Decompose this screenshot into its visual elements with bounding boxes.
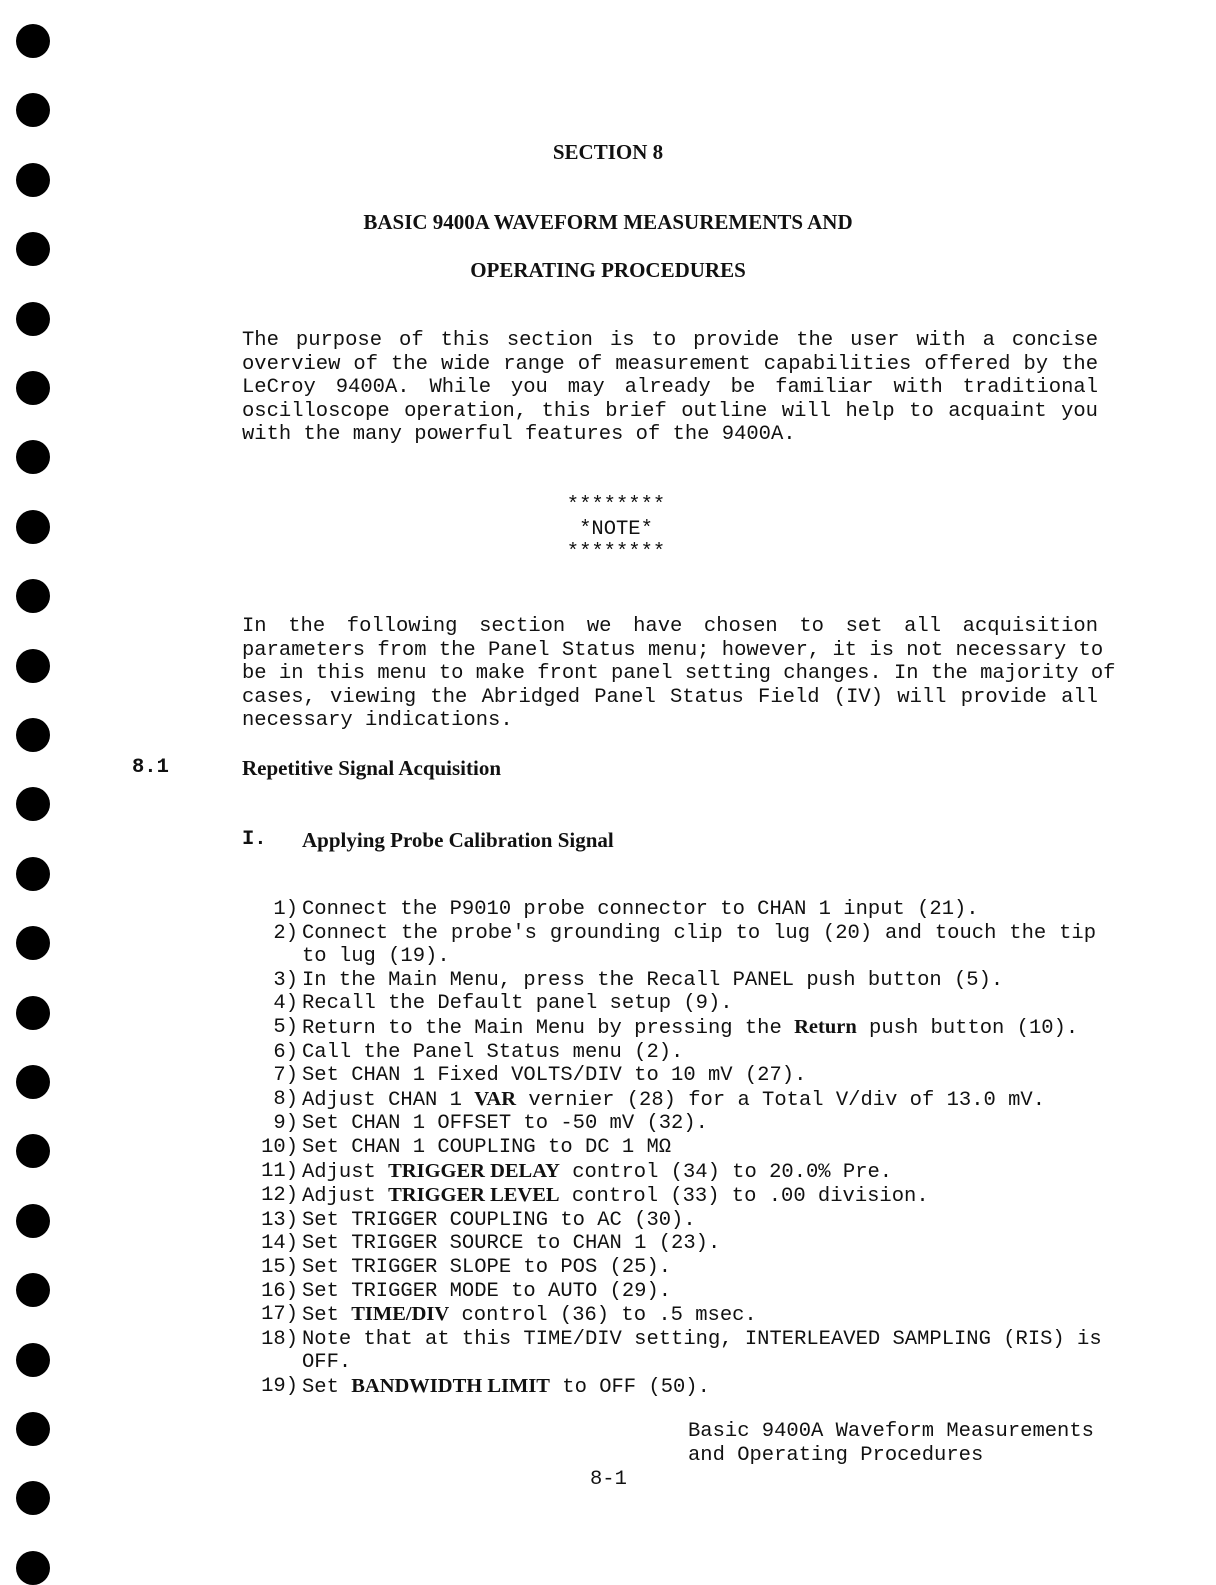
step-text-run: Adjust CHAN 1 [302, 1088, 475, 1112]
step-item [238, 1280, 1098, 1304]
step-text-run: control (33) to .00 division. [559, 1185, 929, 1209]
binder-hole [16, 371, 50, 405]
step-number: 5) [273, 1015, 298, 1039]
title-line-2: OPERATING PROCEDURES [470, 258, 746, 282]
step-text-run: Set TRIGGER MODE to AUTO (29). [302, 1279, 672, 1303]
step-item [238, 1232, 1098, 1256]
binder-hole [16, 1065, 50, 1099]
binder-hole [16, 1481, 50, 1515]
step-text-continuation: OFF. [302, 1351, 352, 1375]
step-number: 16) [261, 1279, 298, 1303]
step-item [238, 1088, 1098, 1113]
intro-line: LeCroy 9400A. While you may already be familiar with traditional [242, 376, 1098, 400]
step-text-run: Set [302, 1375, 352, 1399]
step-number: 4) [273, 992, 298, 1016]
step-number: 11) [261, 1159, 298, 1183]
step-text [300, 1041, 1096, 1065]
step-item [238, 1256, 1098, 1280]
page-number: 8-1 [590, 1468, 627, 1491]
footer-title [688, 1420, 1094, 1467]
binder-hole [16, 163, 50, 197]
step-text [300, 1064, 1096, 1088]
step-keyword: TIME/DIV [351, 1303, 450, 1326]
subsection-title: Applying Probe Calibration Signal [302, 828, 614, 852]
step-keyword: VAR [474, 1087, 517, 1110]
binder-hole [16, 718, 50, 752]
step-number: 9) [273, 1112, 298, 1136]
step-number: 1) [273, 898, 298, 921]
step-keyword: BANDWIDTH LIMIT [351, 1374, 550, 1397]
step-text-run: Adjust [302, 1160, 389, 1184]
step-text [300, 1280, 1096, 1304]
step-text-run: In the Main Menu, press the Recall PANEL push button (5). [302, 968, 1004, 992]
step-text-run: Set TRIGGER SLOPE to POS (25). [302, 1255, 672, 1279]
step-text-run: to OFF (50). [549, 1375, 710, 1399]
step-text-run: Call the Panel Status menu (2). [302, 1040, 684, 1064]
step-text-run: vernier (28) for a Total V/div of 13.0 mV. [516, 1088, 1046, 1112]
footer-line-2: and Operating Procedures [688, 1443, 984, 1467]
binder-hole [16, 93, 50, 127]
binder-hole [16, 857, 50, 891]
step-text [300, 922, 1096, 969]
step-text-run: Set CHAN 1 COUPLING to DC 1 MΩ [302, 1135, 672, 1159]
step-item [238, 1184, 1098, 1209]
step-item [238, 1064, 1098, 1088]
step-number: 15) [261, 1255, 298, 1279]
binder-hole [16, 649, 50, 683]
step-text [300, 1375, 1096, 1400]
binder-hole [16, 1273, 50, 1307]
step-text [300, 1112, 1096, 1136]
binder-hole [16, 996, 50, 1030]
step-text [300, 1160, 1096, 1185]
step-text-run: Connect the P9010 probe connector to CHAN 1 input (21). [302, 898, 979, 921]
step-text [300, 1136, 1096, 1160]
binder-hole [16, 926, 50, 960]
step-item [238, 898, 1098, 922]
section-heading: SECTION 8 [552, 140, 664, 164]
note-block [566, 494, 666, 565]
step-number: 13) [261, 1208, 298, 1232]
step-text [300, 1256, 1096, 1280]
section-number: 8.1 [132, 756, 169, 779]
step-text-continuation: to lug (19). [302, 945, 450, 969]
step-text [300, 969, 1096, 993]
step-item [238, 922, 1098, 969]
step-text [300, 1327, 1102, 1375]
binder-hole [16, 302, 50, 336]
step-number: 17) [261, 1303, 298, 1327]
step-text [300, 1184, 1096, 1209]
note-line: necessary indications. [242, 709, 513, 733]
step-number: 2) [273, 921, 298, 945]
binder-hole [16, 1343, 50, 1377]
step-keyword: Return [794, 1015, 857, 1038]
binder-hole [16, 787, 50, 821]
note-label: *NOTE* [579, 517, 653, 541]
step-item [238, 992, 1098, 1016]
title-line-1: BASIC 9400A WAVEFORM MEASUREMENTS AND [363, 210, 853, 234]
step-number: 8) [273, 1087, 298, 1111]
intro-paragraph [242, 329, 1098, 447]
step-item [238, 1160, 1098, 1185]
note-stars-bottom: ******** [566, 541, 666, 564]
binder-hole [16, 440, 50, 474]
note-line: parameters from the Panel Status menu; however, it is not necessary to [242, 638, 1104, 662]
step-keyword: TRIGGER LEVEL [388, 1184, 560, 1207]
binder-holes [16, 0, 52, 1574]
step-text-run: Set CHAN 1 OFFSET to -50 mV (32). [302, 1112, 708, 1136]
binder-hole [16, 579, 50, 613]
intro-line: with the many powerful features of the 9400A. [242, 423, 796, 447]
step-text [300, 1232, 1096, 1256]
step-text [300, 898, 1096, 922]
step-text [300, 992, 1096, 1016]
step-number: 14) [261, 1232, 298, 1256]
binder-hole [16, 1204, 50, 1238]
binder-hole [16, 24, 50, 58]
step-text [300, 1016, 1096, 1041]
note-stars-top: ******** [566, 494, 666, 517]
step-text-run: Set CHAN 1 Fixed VOLTS/DIV to 10 mV (27). [302, 1064, 807, 1088]
step-item [238, 1041, 1098, 1065]
binder-hole [16, 1551, 50, 1585]
intro-line: The purpose of this section is to provide the user with a concise [242, 329, 1098, 352]
step-number: 3) [273, 968, 298, 992]
step-text-run: Connect the probe's grounding clip to lug (20) and touch the tip [302, 921, 1096, 945]
step-item [238, 969, 1098, 993]
step-number: 19) [261, 1374, 298, 1398]
step-item [238, 1136, 1098, 1160]
step-text [300, 1088, 1096, 1113]
step-text-run: Recall the Default panel setup (9). [302, 992, 733, 1016]
step-item [238, 1375, 1098, 1400]
binder-hole [16, 1134, 50, 1168]
step-text-run: Set TRIGGER COUPLING to AC (30). [302, 1208, 696, 1232]
step-item [238, 1112, 1098, 1136]
step-text [300, 1209, 1096, 1233]
step-item [238, 1016, 1098, 1041]
intro-line: oscilloscope operation, this brief outline will help to acquaint you [242, 399, 1098, 423]
note-line: In the following section we have chosen to set all acquisition [242, 615, 1098, 638]
intro-line: overview of the wide range of measurement capabilities offered by the [242, 352, 1098, 376]
step-number: 10) [261, 1135, 298, 1159]
step-keyword: TRIGGER DELAY [388, 1159, 560, 1182]
step-text-run: control (36) to .5 msec. [449, 1304, 757, 1328]
step-item [238, 1327, 1102, 1375]
binder-hole [16, 1412, 50, 1446]
step-text [300, 1303, 1096, 1328]
binder-hole [16, 510, 50, 544]
note-line: cases, viewing the Abridged Panel Status Field (IV) will provide all [242, 685, 1098, 709]
step-number: 7) [273, 1064, 298, 1088]
step-number: 12) [261, 1184, 298, 1208]
step-item [238, 1303, 1098, 1328]
step-text-run: Adjust [302, 1185, 389, 1209]
step-text-run: Note that at this TIME/DIV setting, INTERLEAVED SAMPLING (RIS) is [302, 1327, 1102, 1351]
section-title: Repetitive Signal Acquisition [242, 756, 502, 780]
step-text-run: Set [302, 1304, 352, 1328]
step-text-run: Return to the Main Menu by pressing the [302, 1016, 795, 1040]
subsection-number: I. [242, 828, 267, 851]
step-text-run: control (34) to 20.0% Pre. [559, 1160, 893, 1184]
procedure-steps [238, 898, 1102, 1399]
footer-line-1: Basic 9400A Waveform Measurements [688, 1420, 1094, 1443]
step-text-run: Set TRIGGER SOURCE to CHAN 1 (23). [302, 1232, 721, 1256]
step-item [238, 1209, 1098, 1233]
note-line: be in this menu to make front panel setting changes. In the majority of [242, 662, 1116, 686]
step-text-run: push button (10). [856, 1016, 1079, 1040]
step-number: 18) [261, 1327, 298, 1351]
note-paragraph [242, 615, 1116, 733]
step-number: 6) [273, 1040, 298, 1064]
